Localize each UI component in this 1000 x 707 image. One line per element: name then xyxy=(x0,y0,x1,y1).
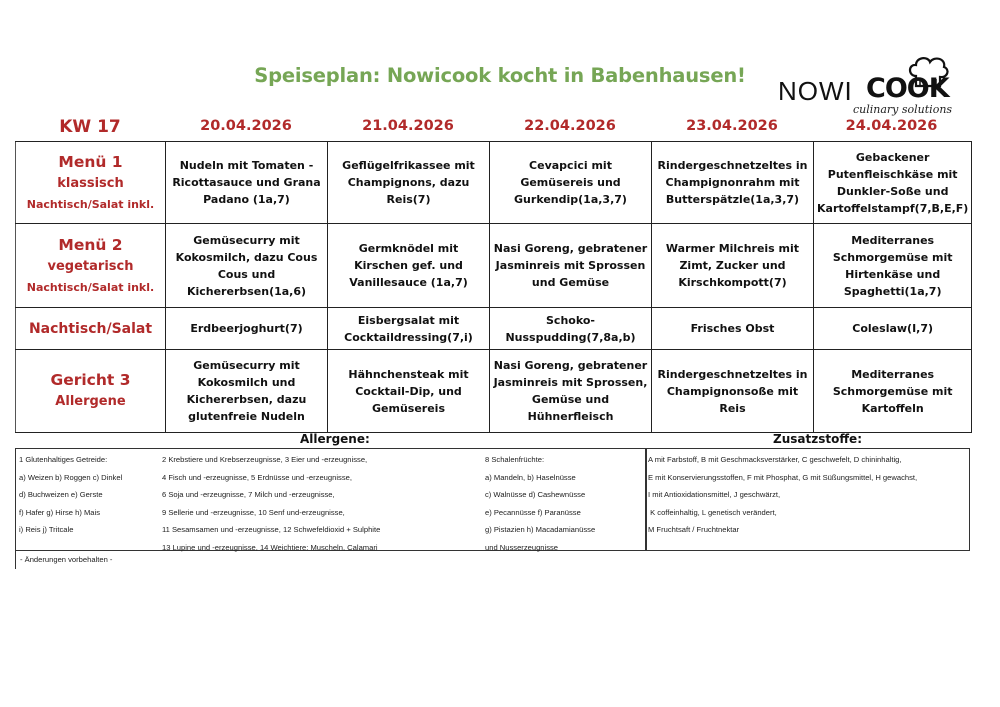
meal-cell: Gemüsecurry mit Kokosmilch und Kichererbsen, dazu glutenfreie Nudeln xyxy=(166,350,328,433)
meal-cell: Rindergeschnetzeltes in Champignonrahm mit Butterspätzle(1a,3,7) xyxy=(652,142,814,224)
row-label-sub: vegetarisch xyxy=(47,258,134,274)
legend-line: d) Buchweizen e) Gerste xyxy=(19,490,103,500)
row-label xyxy=(16,350,166,433)
legend-line: I mit Antioxidationsmittel, J geschwärzt, xyxy=(648,490,781,500)
row-label-sub: Allergene xyxy=(55,394,126,409)
menu-row-gericht3 xyxy=(16,350,972,433)
logo-text-cook: COOK xyxy=(866,73,949,104)
legend-line: g) Pistazien h) Macadamianüsse xyxy=(485,525,596,535)
legend-line: E mit Konservierungsstoffen, F mit Phosphat, G mit Süßungsmittel, H gewachst, xyxy=(648,472,918,482)
footer-note: - Änderungen vorbehalten - xyxy=(15,551,970,569)
meal-cell: Geflügelfrikassee mit Champignons, dazu Reis(7) xyxy=(328,142,490,224)
nowicook-logo xyxy=(778,56,958,116)
legend-line: 9 Sellerie und -erzeugnisse, 10 Senf und-erzeugnisse, xyxy=(162,507,345,517)
legend-col-nuts xyxy=(485,451,595,557)
legend-line: M Fruchtsaft / Fruchtnektar xyxy=(648,525,740,535)
legend-line: A mit Farbstoff, B mit Geschmacksverstärker, C geschwefelt, D chininhaltig, xyxy=(648,455,902,464)
legend-line: e) Pecannüsse f) Paranüsse xyxy=(485,507,581,517)
legend-line: 8 Schalenfrüchte: xyxy=(485,455,545,464)
logo-tagline: culinary solutions xyxy=(853,103,953,116)
meal-cell: Eisbergsalat mit Cocktaildressing(7,i) xyxy=(328,308,490,350)
row-label xyxy=(16,224,166,308)
row-label-note: Nachtisch/Salat inkl. xyxy=(26,197,155,211)
menu-row-menu1 xyxy=(16,142,972,224)
row-label xyxy=(16,308,166,350)
legend-line: 6 Soja und -erzeugnisse, 7 Milch und -erzeugnisse, xyxy=(162,490,335,500)
meal-cell: Nudeln mit Tomaten - Ricottasauce und Grana Padano (1a,7) xyxy=(166,142,328,224)
meal-cell: Erdbeerjoghurt(7) xyxy=(166,308,328,350)
legend-line: a) Weizen b) Roggen c) Dinkel xyxy=(19,472,123,482)
legend-line: und Nusserzeugnisse xyxy=(485,542,559,552)
legend-line: 1 Glutenhaltiges Getreide: xyxy=(19,455,108,464)
meal-cell: Cevapcici mit Gemüsereis und Gurkendip(1a,3,7) xyxy=(490,142,652,224)
legend-line: 2 Krebstiere und Krebserzeugnisse, 3 Eier und -erzeugnisse, xyxy=(162,455,368,464)
legend-line: i) Reis j) Tritcale xyxy=(19,525,74,535)
legend-line: 4 Fisch und -erzeugnisse, 5 Erdnüsse und -erzeugnisse, xyxy=(162,472,352,482)
row-label-main: Menü 2 xyxy=(58,235,123,254)
page-title: Speiseplan: Nowicook kocht in Babenhausen! xyxy=(254,64,746,87)
legend-col-additives xyxy=(648,451,917,539)
zusatzstoffe-heading: Zusatzstoffe: xyxy=(773,432,862,446)
day-header: 22.04.2026 xyxy=(524,118,616,134)
day-header: 21.04.2026 xyxy=(362,118,454,134)
meal-cell: Gebackener Putenfleischkäse mit Dunkler-Soße und Kartoffelstampf(7,B,E,F) xyxy=(814,142,972,224)
meal-cell: Warmer Milchreis mit Zimt, Zucker und Kirschkompott(7) xyxy=(652,224,814,308)
row-label-note: Nachtisch/Salat inkl. xyxy=(26,280,155,294)
row-label-main: Nachtisch/Salat xyxy=(28,320,153,337)
meal-cell: Nasi Goreng, gebratener Jasminreis mit Sprossen und Gemüse xyxy=(490,224,652,308)
legend-line: 11 Sesamsamen und -erzeugnisse, 12 Schwefeldioxid + Sulphite xyxy=(162,525,381,535)
row-label-main: Menü 1 xyxy=(58,152,123,171)
menu-table xyxy=(15,141,972,433)
day-header: 20.04.2026 xyxy=(200,118,292,134)
day-header: 23.04.2026 xyxy=(686,118,778,134)
legend-col-allergens xyxy=(162,451,380,557)
meal-cell: Frisches Obst xyxy=(652,308,814,350)
meal-cell: Germknödel mit Kirschen gef. und Vanillesauce (1a,7) xyxy=(328,224,490,308)
allergene-heading: Allergene: xyxy=(300,432,370,446)
legend-line: c) Walnüsse d) Cashewnüsse xyxy=(485,490,586,500)
legend-line: 13 Lupine und -erzeugnisse, 14 Weichtiere: Muscheln, Calamari xyxy=(162,542,378,552)
day-header: 24.04.2026 xyxy=(845,118,938,134)
legend-line: f) Hafer g) Hirse h) Mais xyxy=(19,507,101,517)
meal-cell: Nasi Goreng, gebratener Jasminreis mit Sprossen, Gemüse und Hühnerfleisch xyxy=(490,350,652,433)
menu-row-dessert xyxy=(16,308,972,350)
meal-cell: Coleslaw(I,7) xyxy=(814,308,972,350)
row-label-sub: klassisch xyxy=(57,175,124,191)
menu-row-menu2 xyxy=(16,224,972,308)
meal-cell: Mediterranes Schmorgemüse mit Kartoffeln xyxy=(814,350,972,433)
row-label xyxy=(16,142,166,224)
legend-line: a) Mandeln, b) Haselnüsse xyxy=(485,472,576,482)
week-number: KW 17 xyxy=(59,117,121,137)
legend-line: K coffeinhaltig, L genetisch verändert, xyxy=(648,507,777,517)
logo-text-nowi: NOWI xyxy=(778,76,853,106)
meal-cell: Hähnchensteak mit Cocktail-Dip, und Gemüsereis xyxy=(328,350,490,433)
meal-cell: Gemüsecurry mit Kokosmilch, dazu Cous Cous und Kichererbsen(1a,6) xyxy=(166,224,328,308)
row-label-main: Gericht 3 xyxy=(50,371,131,389)
legend-divider xyxy=(645,448,647,551)
meal-cell: Rindergeschnetzeltes in Champignonsoße mit Reis xyxy=(652,350,814,433)
meal-cell: Mediterranes Schmorgemüse mit Hirtenkäse und Spaghetti(1a,7) xyxy=(814,224,972,308)
legend-col-grains xyxy=(19,451,122,539)
meal-cell: Schoko-Nusspudding(7,8a,b) xyxy=(490,308,652,350)
